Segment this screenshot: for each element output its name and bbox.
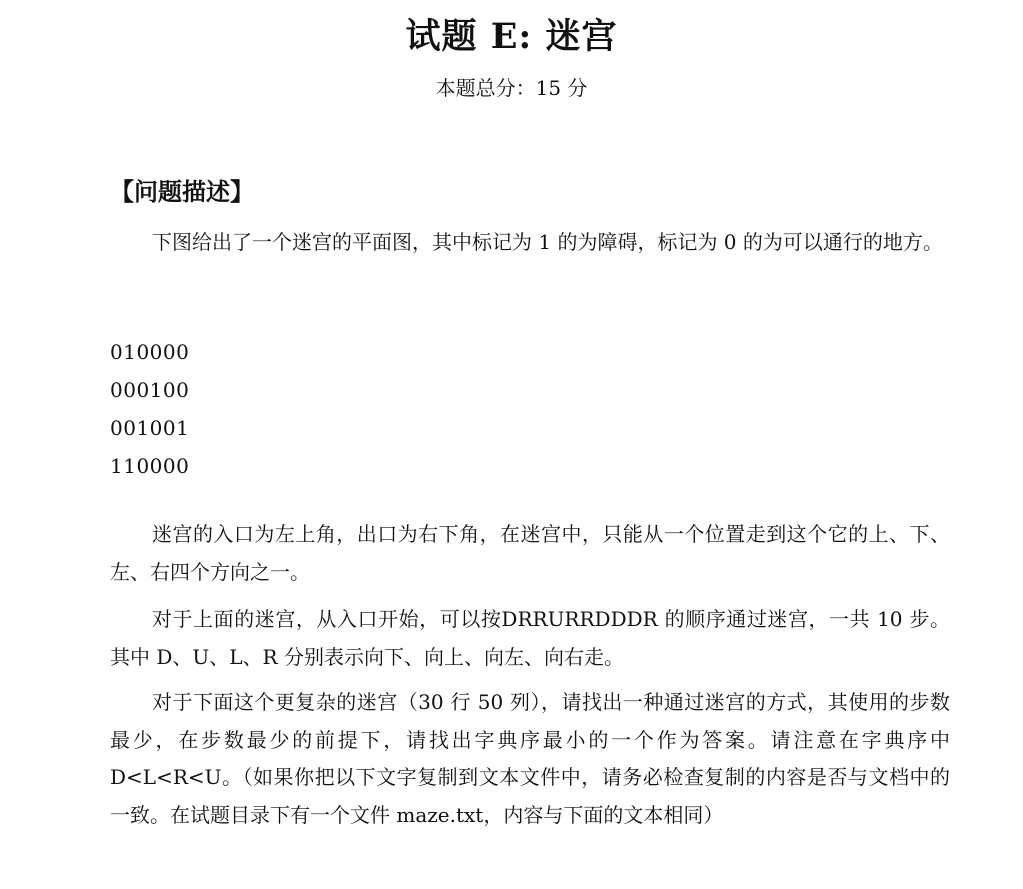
problem-score: 本题总分：15 分 — [435, 76, 588, 100]
section-heading-problem-description: 【问题描述】 — [110, 177, 254, 206]
maze-row: 001001 — [110, 416, 190, 440]
paragraph-example-path: 对于上面的迷宫，从入口开始，可以按DRRURRDDDR 的顺序通过迷宫，一共 10 步。其中 D、U、L、R 分别表示向下、向上、向左、向右走。 — [110, 607, 950, 669]
paragraph-maze-intro: 下图给出了一个迷宫的平面图，其中标记为 1 的为障碍，标记为 0 的为可以通行的地方。 — [152, 230, 943, 254]
paragraph-task-statement: 对于下面这个更复杂的迷宫（30 行 50 列），请找出一种通过迷宫的方式，其使用的步数最少，在步数最少的前提下，请找出字典序最小的一个作为答案。请注意在字典序中D<L<R<U。（如果你把以下文字复制到文本文件中，请务必检查复制的内容是否与文档中的一致。在试题目录下有一个文件 maze.txt，内容与下面的文本相同） — [110, 690, 950, 827]
maze-row: 000100 — [110, 378, 190, 402]
paragraph-entrance-exit: 迷宫的入口为左上角，出口为右下角，在迷宫中，只能从一个位置走到这个它的上、下、左、右四个方向之一。 — [110, 522, 950, 584]
problem-title: 试题 E: 迷宫 — [405, 16, 618, 57]
maze-row: 110000 — [110, 454, 190, 478]
maze-row: 010000 — [110, 340, 190, 364]
